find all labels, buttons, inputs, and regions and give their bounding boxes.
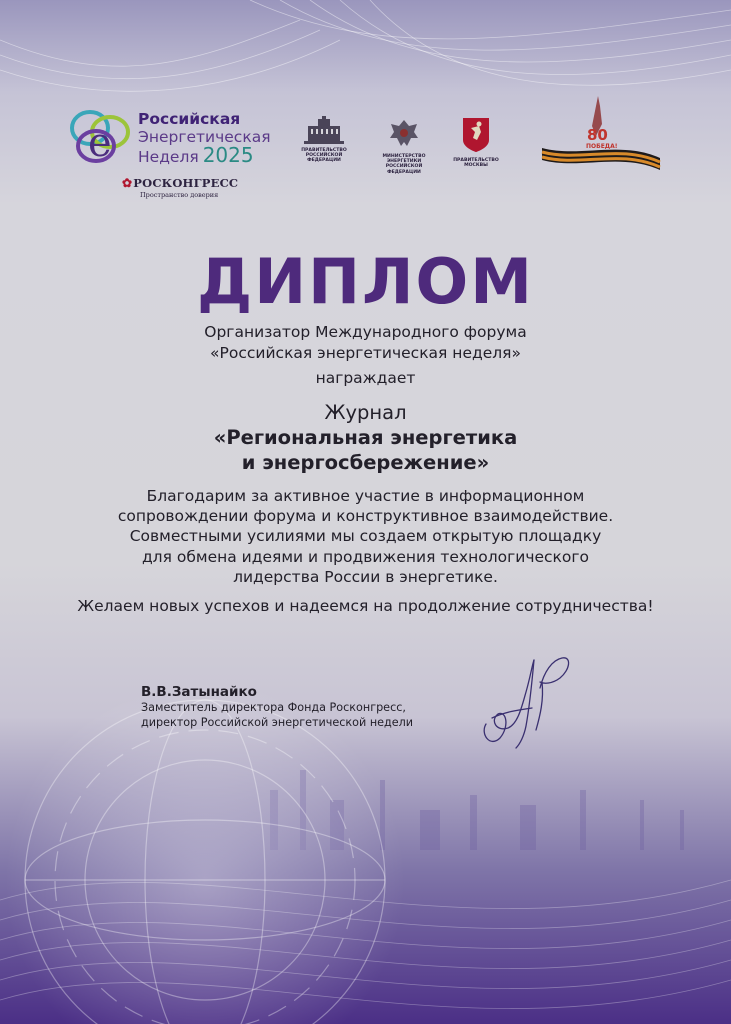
victory-80-logo xyxy=(540,96,662,180)
government-building-icon xyxy=(302,116,346,144)
diploma-title: ДИПЛОМ xyxy=(197,245,534,318)
forum-logo-line2: Энергетическая xyxy=(138,128,271,146)
government-rf-logo xyxy=(298,116,350,164)
ministry-energy-logo xyxy=(370,116,438,175)
thanks-line: Совместными усилиями мы создаем открытую площадку xyxy=(129,527,602,546)
thanks-line: для обмена идеями и продвижения технологического xyxy=(141,547,590,566)
roscongress-name: РОСКОНГРЕСС xyxy=(133,176,239,190)
government-moscow-caption: ПРАВИТЕЛЬСТВО МОСКВЫ xyxy=(453,158,499,169)
moscow-coat-of-arms-icon xyxy=(461,116,491,154)
government-rf-caption-2: РОССИЙСКОЙ xyxy=(305,153,343,159)
wishes-text: Желаем новых успехов и надеемся на продолжение сотрудничества! xyxy=(77,597,654,615)
roscongress-flower-icon: ✿ xyxy=(122,176,133,190)
signatory-position-line2: директор Российской энергетической недели xyxy=(141,716,414,729)
double-eagle-icon xyxy=(387,116,421,150)
roscongress-tagline: Пространство доверия xyxy=(140,191,219,199)
awards-text: награждает xyxy=(315,369,416,387)
forum-emblem-icon xyxy=(68,106,134,166)
forum-logo-year: 2025 xyxy=(202,143,254,167)
ministry-energy-caption-2: РОССИЙСКОЙ ФЕДЕРАЦИИ xyxy=(385,164,423,175)
svg-text:e: e xyxy=(88,120,112,166)
forum-logo-text xyxy=(138,110,271,166)
signatory-name: В.В.Затынайко xyxy=(141,684,257,700)
government-rf-caption-3: ФЕДЕРАЦИИ xyxy=(307,158,341,164)
organizer-line1: Организатор Международного форума xyxy=(204,323,527,341)
victory-word: ПОБЕДА! xyxy=(586,143,618,150)
thanks-line: сопровождении форума и конструктивное взаимодействие. xyxy=(117,507,614,526)
organizer-block xyxy=(0,322,731,364)
victory-number: 80 xyxy=(587,126,608,144)
government-moscow-logo xyxy=(450,116,502,168)
signatory-block xyxy=(141,684,413,730)
organizer-line2: «Российская энергетическая неделя» xyxy=(210,344,521,362)
thanks-paragraph xyxy=(0,486,731,587)
recipient-line3: и энергосбережение» xyxy=(241,451,490,474)
forum-logo xyxy=(68,106,271,170)
thanks-line: лидерства России в энергетике. xyxy=(233,567,498,586)
signatory-position-line1: Заместитель директора Фонда Росконгресс, xyxy=(141,701,406,714)
ministry-energy-caption-1: МИНИСТЕРСТВО ЭНЕРГЕТИКИ xyxy=(382,154,426,165)
recipient-line1: Журнал xyxy=(324,401,407,424)
handwritten-signature xyxy=(478,652,578,752)
roscongress-logo xyxy=(122,176,238,199)
recipient-block xyxy=(0,400,731,475)
forum-logo-line3 xyxy=(138,143,271,167)
forum-logo-week: Неделя xyxy=(138,148,199,166)
government-rf-caption-1: ПРАВИТЕЛЬСТВО xyxy=(301,148,347,153)
forum-logo-line1: Российская xyxy=(138,110,241,128)
recipient-line2: «Региональная энергетика xyxy=(213,426,518,449)
thanks-line: Благодарим за активное участие в информационном xyxy=(146,487,585,505)
